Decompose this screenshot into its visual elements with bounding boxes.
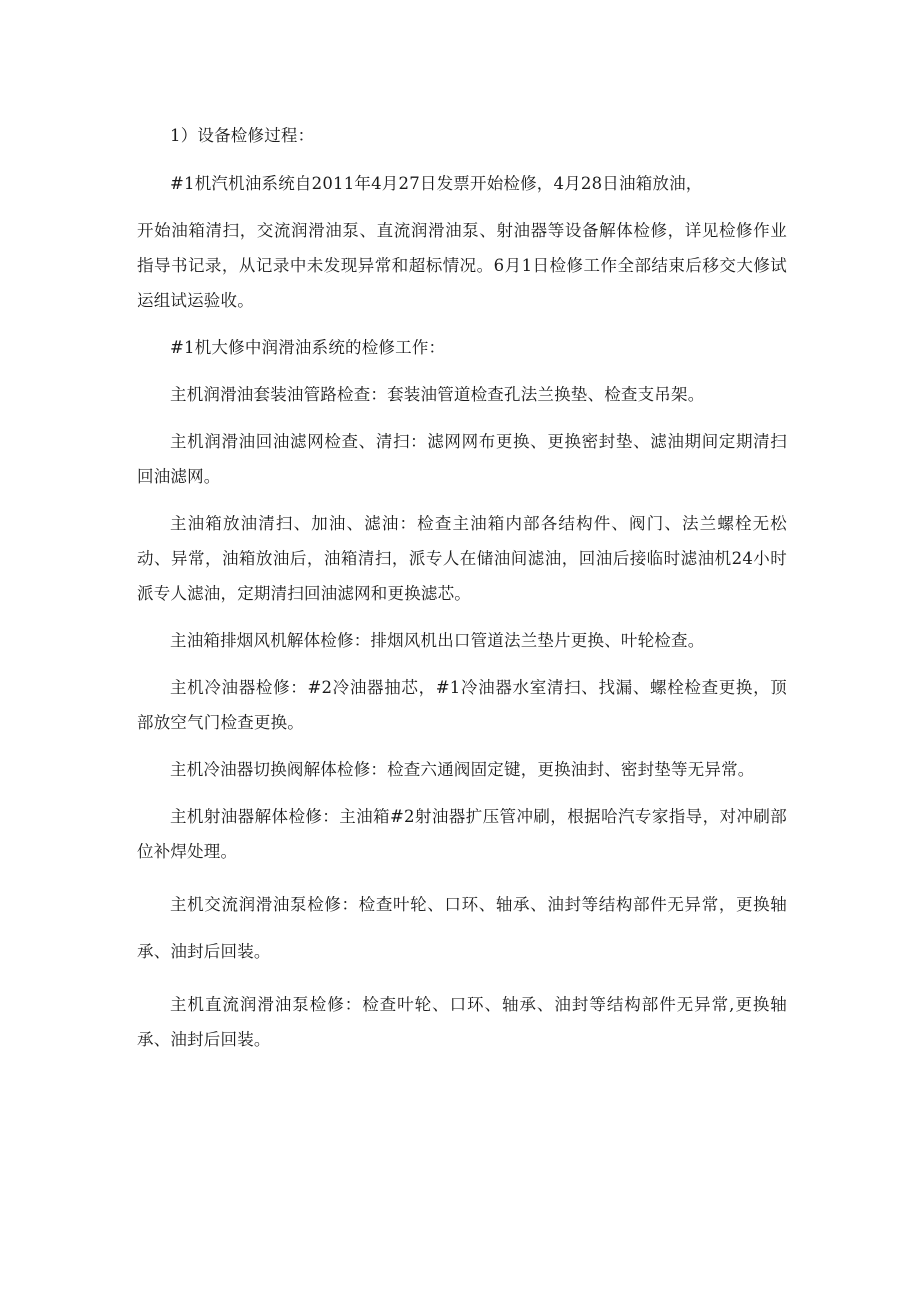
paragraph: #1机大修中润滑油系统的检修工作： — [170, 338, 446, 357]
paragraph: 主机冷油器切换阀解体检修：检查六通阀固定键，更换油封、密封垫等无异常。 — [170, 760, 755, 779]
paragraph: 主机交流润滑油泵检修：检查叶轮、口环、轴承、油封等结构部件无异常，更换轴承、油封后回装。 — [137, 895, 787, 961]
paragraph: 主机直流润滑油泵检修：检查叶轮、口环、轴承、油封等结构部件无异常,更换轴承、油封后回装。 — [137, 995, 787, 1049]
section-heading: 1）设备检修过程： — [170, 126, 315, 145]
paragraph: 主油箱放油清扫、加油、滤油：检查主油箱内部各结构件、阀门、法兰螺栓无松动、异常，油箱放油后，油箱清扫，派专人在储油间滤油，回油后接临时滤油机24小时派专人滤油，定期清扫回油滤网和更换滤芯。 — [137, 514, 787, 603]
paragraph: 主机冷油器检修：#2冷油器抽芯，#1冷油器水室清扫、找漏、螺栓检查更换，顶部放空气门检查更换。 — [137, 678, 787, 732]
paragraph: 开始油箱清扫，交流润滑油泵、直流润滑油泵、射油器等设备解体检修，详见检修作业指导书记录，从记录中未发现异常和超标情况。6月1日检修工作全部结束后移交大修试运组试运验收。 — [137, 221, 787, 310]
paragraph: 主机润滑油套装油管路检查：套装油管道检查孔法兰换垫、检查支吊架。 — [170, 385, 705, 404]
document-body — [137, 118, 787, 1057]
paragraph: #1机汽机油系统自2011年4月27日发票开始检修，4月28日油箱放油， — [170, 174, 703, 193]
paragraph: 主机射油器解体检修：主油箱#2射油器扩压管冲刷，根据哈汽专家指导，对冲刷部位补焊处理。 — [137, 807, 787, 861]
paragraph: 主油箱排烟风机解体检修：排烟风机出口管道法兰垫片更换、叶轮检查。 — [170, 631, 705, 650]
paragraph: 主机润滑油回油滤网检查、清扫：滤网网布更换、更换密封垫、滤油期间定期清扫回油滤网。 — [137, 432, 787, 486]
